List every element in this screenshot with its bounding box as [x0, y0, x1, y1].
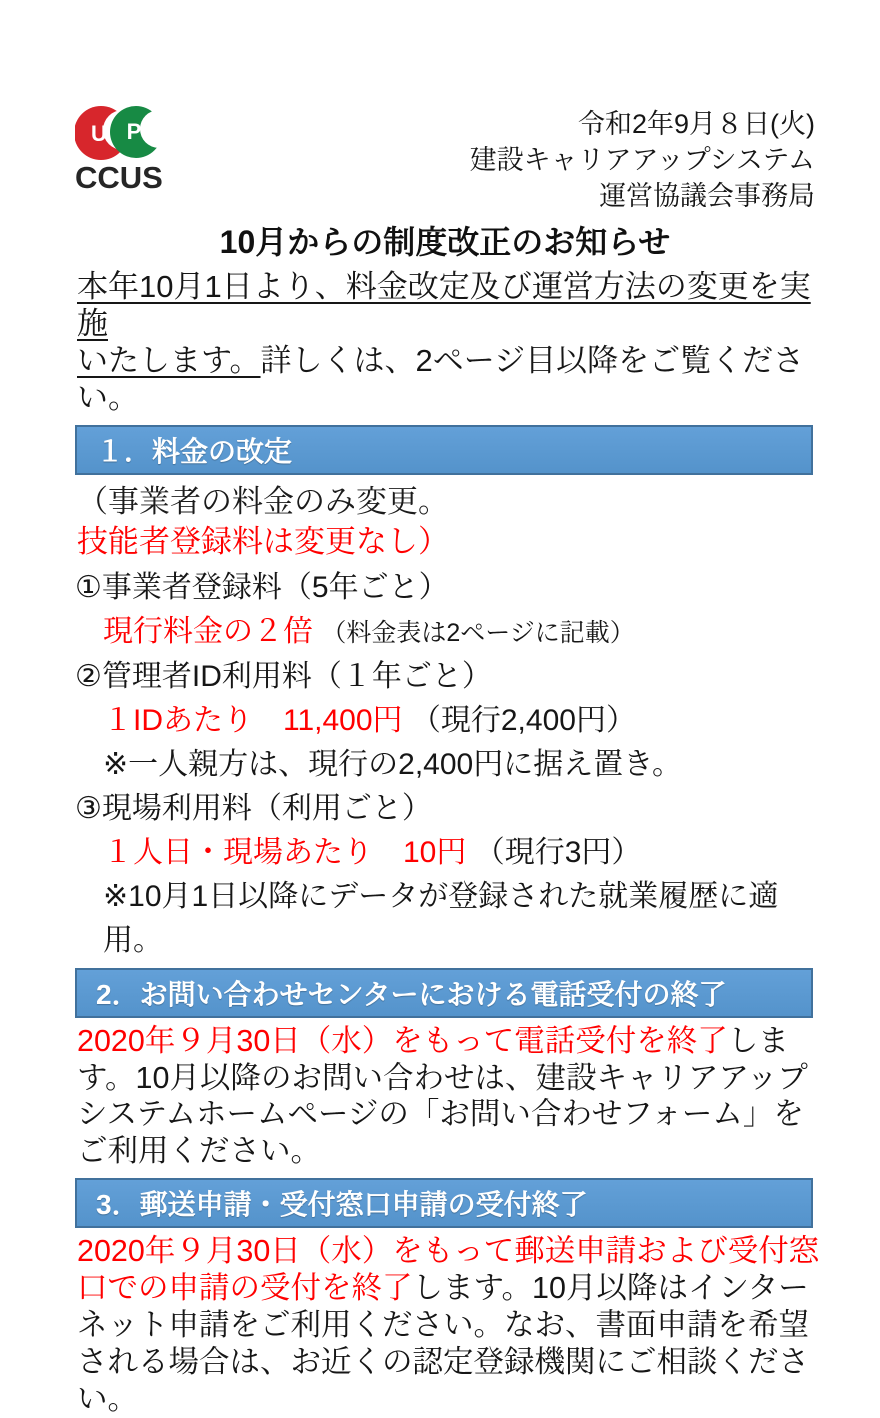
intro-paragraph: [77, 268, 815, 416]
ccus-logo-icon: [75, 104, 167, 162]
section2-paragraph: [77, 1023, 822, 1169]
fee-detail: （現行3円）: [474, 836, 642, 869]
section1-note-black: （事業者の料金のみ変更。: [77, 484, 449, 519]
section3-black-text: します。10月以降はインターネット申請をご利用ください。なお、書面申請を希望される場合は、お近くの認定登録機関にご相談ください。: [77, 1271, 809, 1416]
section3-heading-bar: [75, 1178, 813, 1228]
logo-wordmark: CCUS: [75, 160, 163, 195]
section1-note-red: 技能者登録料は変更なし）: [77, 524, 449, 559]
section2-heading-bar: [75, 968, 813, 1018]
fee-item-value: [75, 699, 815, 743]
fee-item-label: ③現場利用料（利用ごと）: [75, 792, 432, 825]
top-row: [75, 104, 815, 212]
fee-item-note: ※10月1日以降にデータが登録された就業履歴に適用。: [103, 880, 779, 957]
fee-detail: （料金表は2ページに記載）: [321, 619, 635, 647]
section3-red-text: 2020年９月30日（水）をもって郵送申請および受付窓口での申請の受付を終了: [77, 1234, 820, 1305]
header-date: 令和2年9月８日(火): [577, 109, 815, 139]
logo-letter-u: U: [91, 121, 107, 146]
document-header: [470, 104, 815, 214]
header-org-line2: 運営協議会事務局: [599, 181, 815, 211]
fee-highlight: １人日・現場あたり 10円: [103, 836, 467, 869]
fee-item-site-usage: [75, 787, 815, 963]
ccus-logo: [75, 104, 175, 193]
fee-item-value: [75, 610, 815, 655]
fee-item-note: ※一人親方は、現行の2,400円に据え置き。: [103, 748, 683, 781]
fee-item-admin-id: [75, 655, 815, 787]
fee-item-value: [75, 831, 815, 875]
fee-item-registration: [75, 566, 815, 655]
intro-underlined-line2: いたします。: [77, 343, 261, 378]
fee-detail: （現行2,400円）: [410, 704, 636, 737]
section1-note: [77, 482, 815, 562]
fee-item-label: ①事業者登録料（5年ごと）: [75, 571, 449, 604]
section3-heading: 3．郵送申請・受付窓口申請の受付終了: [96, 1189, 588, 1220]
fee-highlight: 現行料金の２倍: [103, 615, 313, 648]
section2-heading: 2．お問い合わせセンターにおける電話受付の終了: [96, 979, 727, 1010]
header-org-line1: 建設キャリアアップシステム: [469, 145, 815, 175]
section1-heading: １．料金の改定: [96, 436, 293, 467]
section1-heading-bar: [75, 425, 813, 475]
fee-item-label: ②管理者ID利用料（１年ごと）: [75, 660, 492, 693]
page-title: 10月からの制度改正のお知らせ: [219, 224, 671, 260]
fee-highlight: １IDあたり 11,400円: [103, 704, 403, 737]
logo-letter-p: P: [126, 119, 142, 144]
section3-paragraph: [77, 1233, 822, 1418]
section2-red-text: 2020年９月30日（水）をもって電話受付を終了: [77, 1024, 728, 1058]
fee-change-list: [75, 566, 815, 963]
section2-black-text: します。10月以降のお問い合わせは、建設キャリアアップシステムホームページの「お問い合わせフォーム」をご利用ください。: [77, 1024, 808, 1168]
intro-rest: 詳しくは、2ページ目以降をご覧ください。: [77, 343, 805, 415]
intro-underlined-line1: 本年10月1日より、料金改定及び運営方法の変更を実施: [77, 269, 811, 341]
